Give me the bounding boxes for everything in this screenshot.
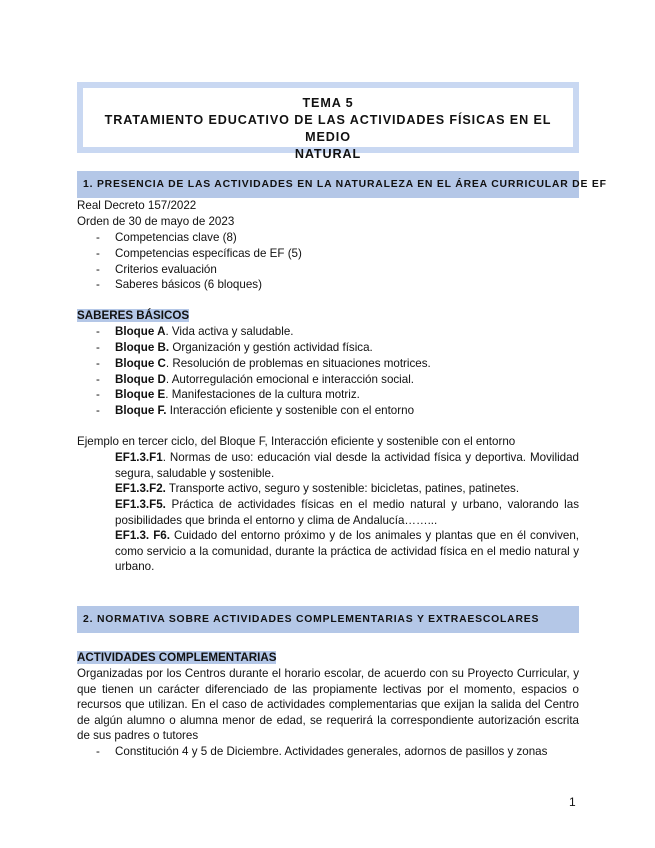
- list-item: Criterios evaluación: [115, 263, 217, 276]
- bloque-item: [115, 340, 373, 355]
- bloque-text: Organización y gestión actividad física.: [169, 341, 373, 354]
- bloque-item: [115, 372, 414, 387]
- ef-text: . Normas de uso: educación vial desde la actividad física y deportiva. Movilidad segura, saludable y sostenible.: [115, 451, 579, 480]
- bullet-dash: -: [96, 278, 100, 291]
- bloque-text: . Manifestaciones de la cultura motriz.: [165, 388, 360, 401]
- bloque-text: . Resolución de problemas en situaciones motrices.: [165, 357, 431, 370]
- ef-code: EF1.3.F1: [115, 451, 163, 464]
- bloque-item: [115, 387, 360, 402]
- ef-text: Transporte activo, seguro y sostenible: bicicletas, patines, patinetes.: [165, 482, 520, 495]
- bloque-label: Bloque A: [115, 325, 166, 338]
- bullet-dash: -: [96, 325, 100, 338]
- list-item: Saberes básicos (6 bloques): [115, 278, 262, 291]
- bloque-label: Bloque F.: [115, 404, 167, 417]
- ef-code: EF1.3.F2.: [115, 482, 166, 495]
- ef-code: EF1.3. F6.: [115, 529, 170, 542]
- bloque-label: Bloque B.: [115, 341, 170, 354]
- bloque-item: [115, 356, 431, 371]
- document-title-box: [77, 82, 579, 161]
- title-line-2: TRATAMIENTO EDUCATIVO DE LAS ACTIVIDADES FÍSICAS EN EL MEDIO: [104, 113, 552, 144]
- bloque-text: . Autorregulación emocional e interacción social.: [165, 373, 415, 386]
- bullet-dash: -: [96, 357, 100, 370]
- title-line-3: NATURAL: [294, 147, 362, 161]
- bullet-dash: -: [96, 388, 100, 401]
- bloque-label: Bloque D: [115, 373, 166, 386]
- ef-item: [115, 481, 579, 497]
- bloque-item: [115, 403, 414, 418]
- ejemplo-intro: Ejemplo en tercer ciclo, del Bloque F, Interacción eficiente y sostenible con el entorno: [77, 435, 516, 448]
- bloque-label: Bloque C: [115, 357, 166, 370]
- ef-item: [115, 450, 579, 481]
- actividades-complementarias-heading: [77, 650, 276, 665]
- bullet-dash: -: [96, 745, 100, 758]
- ef-code: EF1.3.F5.: [115, 498, 166, 511]
- bloque-text: Interacción eficiente y sostenible con el entorno: [166, 404, 415, 417]
- bullet-dash: -: [96, 247, 100, 260]
- bloque-label: Bloque E: [115, 388, 166, 401]
- bullet-dash: -: [96, 373, 100, 386]
- ef-text: Práctica de actividades físicas en el medio natural y urbano, valorando las posibilidades que brinda el entorno y clima de Andalucía……...: [115, 498, 579, 527]
- ef-text: Cuidado del entorno próximo y de los animales y plantas que en él conviven, como servicio a la comunidad, durante la práctica de actividad física en el medio natural y urbano.: [115, 529, 580, 574]
- saberes-heading-label: SABERES BÁSICOS: [77, 309, 190, 322]
- actividades-complementarias-paragraph: Organizadas por los Centros durante el horario escolar, de acuerdo con su Proyecto Curricular, y que tienen un carácter diferenciado de las propiamente lectivas por el momento, espacios o recursos que utilizan. En el caso de actividades complementarias que exijan la salida del Centro de algún alumno o alumna menor de edad, se requerirá la correspondiente autorización escrita de sus padres o tutores: [77, 667, 579, 743]
- title-line-1: TEMA 5: [302, 96, 354, 110]
- bullet-dash: -: [96, 341, 100, 354]
- section-2-heading: 2. NORMATIVA SOBRE ACTIVIDADES COMPLEMENTARIAS Y EXTRAESCOLARES: [77, 606, 579, 633]
- bullet-dash: -: [96, 263, 100, 276]
- list-item: Competencias clave (8): [115, 231, 237, 244]
- saberes-heading: [77, 308, 189, 323]
- bloque-item: [115, 324, 294, 339]
- section-1-heading: 1. PRESENCIA DE LAS ACTIVIDADES EN LA NATURALEZA EN EL ÁREA CURRICULAR DE EF: [77, 171, 579, 198]
- bullet-dash: -: [96, 231, 100, 244]
- list-item: Competencias específicas de EF (5): [115, 247, 302, 260]
- ef-item: [115, 497, 579, 528]
- real-decreto: Real Decreto 157/2022: [77, 199, 197, 212]
- page-number: 1: [569, 795, 576, 809]
- bullet-dash: -: [96, 404, 100, 417]
- ef-item: [115, 528, 579, 575]
- orden: Orden de 30 de mayo de 2023: [77, 215, 235, 228]
- list-item: Constitución 4 y 5 de Diciembre. Actividades generales, adornos de pasillos y zonas: [115, 745, 548, 758]
- actividades-complementarias-label: ACTIVIDADES COMPLEMENTARIAS: [77, 651, 277, 664]
- bloque-text: . Vida activa y saludable.: [165, 325, 294, 338]
